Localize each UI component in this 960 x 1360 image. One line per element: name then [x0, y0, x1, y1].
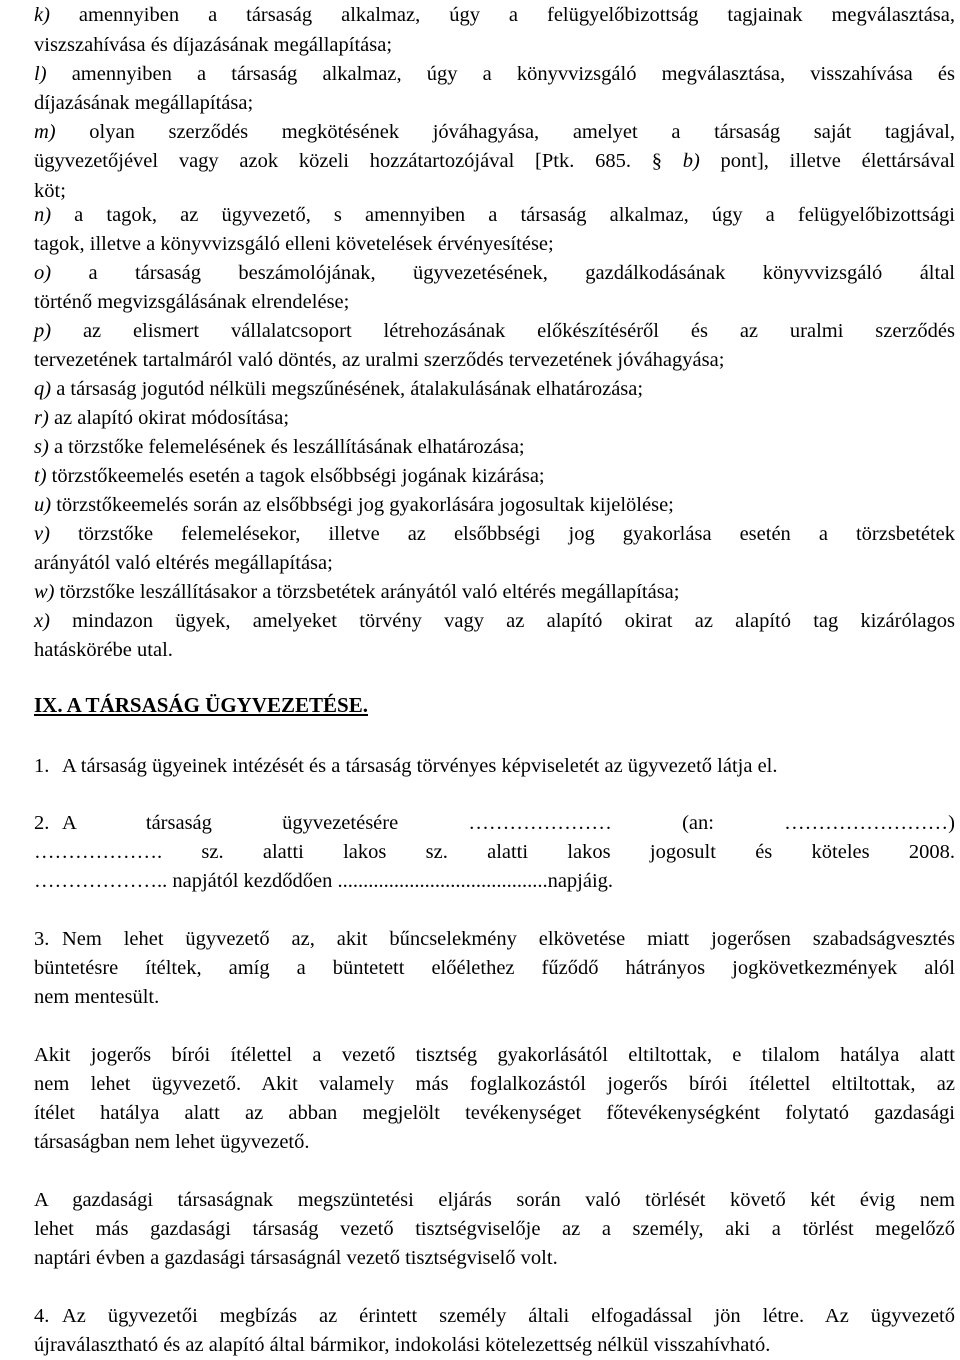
section-3-line-2: büntetésre ítéltek, amíg a büntetett előélethez fűződő hátrányos jogkövetkezmények alól [34, 957, 955, 979]
item-m-line-1 [34, 117, 955, 147]
item-s [34, 432, 525, 462]
item-label: p) [34, 320, 52, 342]
section-1-number: 1. [34, 755, 50, 777]
item-p-line-1 [34, 316, 955, 346]
item-label: q) [34, 378, 52, 400]
para-b-line-1: A gazdasági társaságnak megszüntetési eljárás során való törlését követő két évig nem [34, 1189, 955, 1211]
item-label: o) [34, 262, 52, 284]
section-2-line-1: A társaság ügyvezetésére ………………… (an: ……………………) [62, 812, 955, 834]
item-l-line-2: díjazásának megállapítása; [34, 92, 254, 114]
para-a-line-1: Akit jogerős bírói ítélettel a vezető tisztség gyakorlásától eltiltottak, e tilalom hatálya alatt [34, 1044, 955, 1066]
item-label: s) [34, 436, 49, 458]
item-text: pont], illetve élettársával [699, 150, 955, 172]
item-p-line-2: tervezetének tartalmáról való döntés, az uralmi szerződés tervezetének jóváhagyása; [34, 349, 725, 371]
para-a-line-2: nem lehet ügyvezető. Akit valamely más foglalkozástól jogerős bírói ítélettel eltiltottak, az [34, 1073, 955, 1095]
section-3-number: 3. [34, 928, 50, 950]
item-text: törzstőke leszállításakor a törzsbetétek arányától való eltérés megállapítása; [54, 581, 680, 603]
item-q [34, 374, 643, 404]
item-label: k) [34, 4, 50, 26]
section-4-number: 4. [34, 1305, 50, 1327]
item-label: r) [34, 407, 49, 429]
section-2-line-3: ……………….. napjától kezdődően .........................................napjáig. [34, 870, 614, 892]
item-v-line-2: arányától való eltérés megállapítása; [34, 552, 333, 574]
item-text: a törzstőke felemelésének és leszállításának elhatározása; [48, 436, 525, 458]
item-x-line-1 [34, 606, 955, 636]
item-x-line-2: hatáskörébe utal. [34, 639, 173, 661]
item-k-line-2: viszszahívása és díjazásának megállapítása; [34, 34, 393, 56]
item-text: ügyvezetőjével vagy azok közeli hozzátartozójával [Ptk. 685. § [34, 150, 683, 172]
item-text: az elismert vállalatcsoport létrehozásának előkészítéséről és az uralmi szerződés [51, 320, 955, 342]
item-text: amennyiben a társaság alkalmaz, úgy a könyvvizsgáló megválasztása, visszahívása és [46, 63, 955, 85]
section-3-line-3: nem mentesült. [34, 986, 160, 1008]
item-text: törzstőke felemelésekor, illetve az elsőbbségi jog gyakorlása esetén a törzsbetétek [49, 523, 955, 545]
section-1-text: A társaság ügyeinek intézését és a társaság törvényes képviseletét az ügyvezető látja el. [62, 755, 778, 777]
item-text: a társaság jogutód nélküli megszűnésének, átalakulásának elhatározása; [51, 378, 644, 400]
item-label: l) [34, 63, 47, 85]
item-label: v) [34, 523, 50, 545]
section-4-line-1: Az ügyvezetői megbízás az érintett személy általi elfogadással jön létre. Az ügyvezető [62, 1305, 955, 1327]
item-text: a társaság beszámolójának, ügyvezetésének, gazdálkodásának könyvvizsgáló által [51, 262, 955, 284]
inline-label: b) [682, 150, 700, 172]
item-label: t) [34, 465, 47, 487]
item-w [34, 577, 679, 607]
item-o-line-1 [34, 258, 955, 288]
item-o-line-2: történő megvizsgálásának elrendelése; [34, 291, 350, 313]
item-label: u) [34, 494, 52, 516]
para-b-line-3: naptári évben a gazdasági társaságnál vezető tisztségviselő volt. [34, 1247, 558, 1269]
section-2-number: 2. [34, 812, 50, 834]
item-n-line-2: tagok, illetve a könyvvizsgáló elleni követelések érvényesítése; [34, 233, 554, 255]
section-heading: IX. A TÁRSASÁG ÜGYVEZETÉSE. [34, 693, 368, 717]
section-4-line-2: újraválasztható és az alapító által bármikor, indokolási kötelezettség nélkül visszahívható. [34, 1334, 771, 1356]
section-3-line-1: Nem lehet ügyvezető az, akit bűncselekmény elkövetése miatt jogerősen szabadságvesztés [62, 928, 955, 950]
para-b-line-2: lehet más gazdasági társaság vezető tisztségviselője az a személy, aki a törlést megelőző [34, 1218, 955, 1240]
item-text: törzstőkeemelés során az elsőbbségi jog gyakorlására jogosultak kijelölése; [51, 494, 674, 516]
item-label: w) [34, 581, 55, 603]
item-label: x) [34, 610, 50, 632]
item-text: amennyiben a társaság alkalmaz, úgy a felügyelőbizottság tagjainak megválasztása, [49, 4, 955, 26]
item-r [34, 403, 289, 433]
item-text: az alapító okirat módosítása; [48, 407, 290, 429]
item-text: mindazon ügyek, amelyeket törvény vagy az alapító okirat az alapító tag kizárólagos [49, 610, 955, 632]
item-text: olyan szerződés megkötésének jóváhagyása, amelyet a társaság saját tagjával, [55, 121, 955, 143]
para-a-line-3: ítélet hatálya alatt az abban megjelölt tevékenységet főtevékenységként folytató gazdasági [34, 1102, 955, 1124]
item-k-line-1 [34, 0, 955, 30]
item-n-line-1 [34, 200, 955, 230]
item-label: m) [34, 121, 56, 143]
item-text: a tagok, az ügyvezető, s amennyiben a társaság alkalmaz, úgy a felügyelőbizottsági [51, 204, 955, 226]
item-label: n) [34, 204, 52, 226]
item-u [34, 490, 674, 520]
section-2-line-2: ………………. sz. alatti lakos sz. alatti lakos jogosult és köteles 2008. [34, 841, 955, 863]
item-m-line-3: köt; [34, 180, 66, 202]
item-m-line-2 [34, 146, 955, 176]
item-l-line-1 [34, 59, 955, 89]
para-a-line-4: társaságban nem lehet ügyvezető. [34, 1131, 310, 1153]
item-text: törzstőkeemelés esetén a tagok elsőbbségi jogának kizárása; [46, 465, 545, 487]
item-v-line-1 [34, 519, 955, 549]
item-t [34, 461, 545, 491]
